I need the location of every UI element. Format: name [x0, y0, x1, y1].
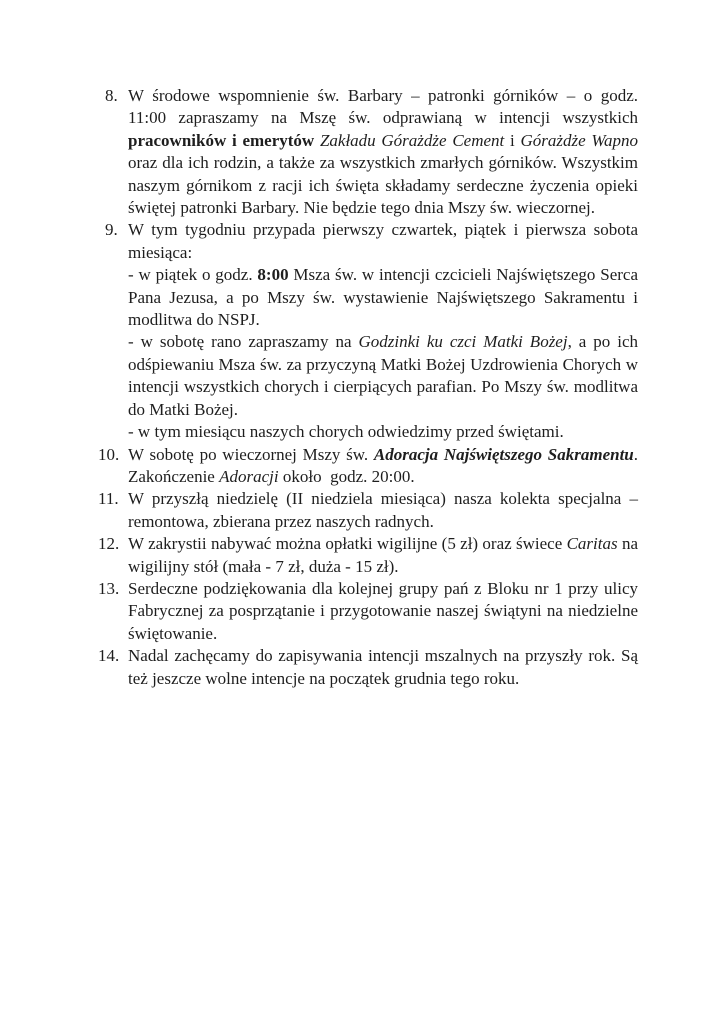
item-text	[128, 579, 638, 643]
text-run: około godz. 20:00.	[278, 466, 415, 486]
item-text	[128, 534, 638, 575]
text-run: W sobotę po wieczornej Mszy św.	[128, 444, 374, 464]
text-run: W zakrystii nabywać można opłatki wigilijne (5 zł) oraz świece	[128, 534, 567, 554]
text-run: - w piątek o godz.	[128, 265, 258, 285]
text-run: - w tym miesiącu naszych chorych odwiedzimy przed świętami.	[128, 422, 564, 442]
item-text	[128, 220, 638, 441]
text-run: , a po ich odśpiewaniu Msza św. za przyczyną Matki Bożej Uzdrowienia Chorych w intencji wszystkich chorych i cierpiących parafian. Po Mszy św. modlitwa do Matki Bożej.	[128, 332, 638, 419]
text-run: Godzinki ku czci Matki Bożej	[358, 332, 568, 352]
announcement-item	[98, 578, 638, 645]
text-run: Górażdże Wapno	[520, 130, 638, 150]
item-number: 8.	[105, 86, 118, 105]
item-number: 14.	[98, 646, 120, 666]
text-run: Msza św. w intencji czcicieli Najświętszego Serca Pana Jezusa, a po Mszy św. wystawienie Najświętszego Sakramentu i modlitwa do NSPJ.	[128, 265, 638, 330]
item-number: 9.	[105, 220, 118, 240]
announcement-item	[98, 85, 638, 219]
item-text	[128, 445, 638, 486]
text-run: Caritas	[566, 534, 618, 554]
announcement-item	[98, 488, 638, 533]
text-run: W tym tygodniu przypada pierwszy czwartek, piątek i pierwsza sobota miesiąca:	[128, 220, 638, 262]
text-run: pracowników i emerytów	[128, 130, 315, 150]
item-text	[128, 489, 638, 530]
item-number: 11.	[98, 489, 119, 509]
text-run: W środowe wspomnienie św. Barbary – patronki górników – o godz. 11:00 zapraszamy na Mszę św. odprawianą w intencji wszystkich	[128, 86, 638, 128]
announcement-item	[98, 219, 638, 443]
announcement-item	[98, 444, 638, 489]
text-run: Nadal zachęcamy do zapisywania intencji mszalnych na przyszły rok. Są też jeszcze wolne intencje na początek grudnia tego roku.	[128, 646, 638, 688]
text-run: . Zakończenie	[128, 444, 638, 486]
item-number: 10.	[98, 444, 120, 464]
announcement-item	[98, 533, 638, 578]
text-run: Serdeczne podziękowania dla kolejnej grupy pań z Bloku nr 1 przy ulicy Fabrycznej za posprzątanie i przygotowanie naszej świątyni na niedzielne świętowanie.	[128, 578, 638, 643]
text-run: - w sobotę rano zapraszamy na	[128, 332, 359, 352]
text-run: Zakładu Górażdże Cement	[319, 130, 505, 150]
item-number: 13.	[98, 578, 120, 598]
announcement-item	[98, 645, 638, 690]
text-run: Adoracja Najświętszego Sakramentu	[373, 444, 634, 464]
text-run: oraz dla ich rodzin, a także za wszystkich zmarłych górników. Wszystkim naszym górnikom z racji ich święta składamy serdeczne życzenia opieki świętej patronki Barbary. Nie będzie tego dnia Mszy św. wieczornej.	[128, 153, 638, 218]
item-text	[128, 86, 638, 217]
item-text	[128, 646, 638, 687]
announcement-list	[98, 85, 638, 690]
text-run: 8:00	[257, 265, 289, 285]
item-number: 12.	[98, 534, 120, 554]
text-run: W przyszłą niedzielę (II niedziela miesiąca) nasza kolekta specjalna – remontowa, zbierana przez naszych radnych.	[128, 489, 638, 531]
text-run: Adoracji	[219, 466, 279, 486]
text-run: na wigilijny stół (mała - 7 zł, duża - 15 zł).	[128, 534, 639, 576]
text-run: i	[504, 130, 521, 150]
